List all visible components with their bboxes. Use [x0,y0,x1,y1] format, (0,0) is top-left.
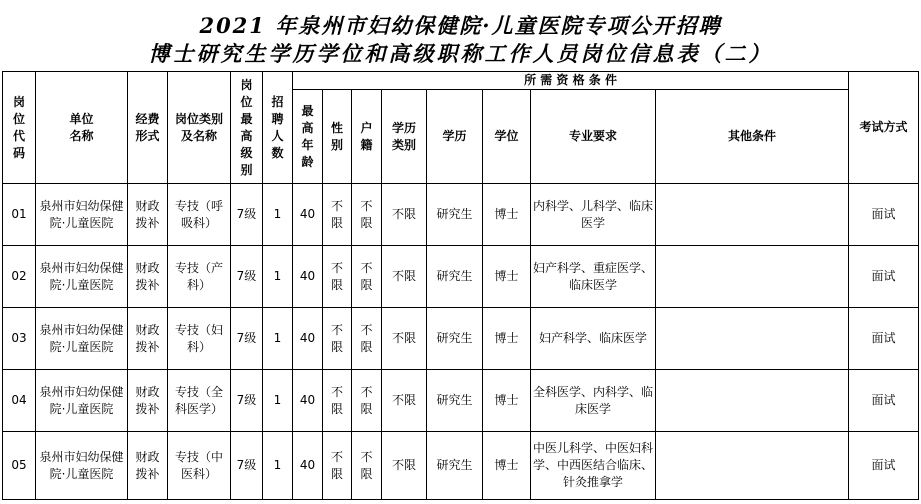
cell-post [168,184,231,246]
cell-unit: 泉州市妇幼保健院·儿童医院 [36,184,128,246]
cell-hukou [352,370,382,432]
cell-level: 7级 [231,308,263,370]
header-degree: 学位 [483,90,531,184]
cell-unit: 泉州市妇幼保健院·儿童医院 [36,370,128,432]
cell-degree: 博士 [483,308,531,370]
header-edu-type [382,90,427,184]
cell-edu-type: 不限 [382,246,427,308]
cell-edu-type: 不限 [382,432,427,500]
cell-num: 1 [263,308,293,370]
header-gender [323,90,352,184]
cell-gender-text: 不限 [330,322,343,354]
cell-num: 1 [263,246,293,308]
cell-edu-type: 不限 [382,308,427,370]
cell-age: 40 [293,184,323,246]
cell-degree: 博士 [483,184,531,246]
cell-post-text: 专技（产科） [174,260,223,292]
cell-hukou-text: 不限 [360,384,373,416]
cell-post-text: 专技（中医科） [174,449,223,481]
header-qualifications: 所 需 资 格 条 件 [293,72,849,90]
cell-funding [128,370,168,432]
header-other: 其他条件 [656,90,849,184]
cell-exam: 面试 [849,432,919,500]
table-row [3,370,919,432]
header-post-type [168,72,231,184]
cell-degree: 博士 [483,370,531,432]
cell-hukou-text: 不限 [360,198,373,230]
cell-post-text: 专技（全科医学） [174,384,223,416]
cell-degree: 博士 [483,432,531,500]
cell-education: 研究生 [427,246,483,308]
cell-hukou [352,246,382,308]
cell-age: 40 [293,432,323,500]
cell-hukou [352,184,382,246]
header-exam: 考试方式 [849,72,919,184]
cell-funding-text: 财政拨补 [135,198,160,230]
header-unit-name-text: 单位名称 [69,111,94,143]
cell-code: 03 [3,308,36,370]
cell-major: 内科学、儿科学、临床医学 [531,184,656,246]
table-row [3,308,919,370]
cell-funding [128,246,168,308]
header-hukou [352,90,382,184]
header-funding [128,72,168,184]
cell-funding-text: 财政拨补 [135,322,160,354]
cell-post [168,246,231,308]
cell-num: 1 [263,370,293,432]
header-recruit-num-text: 招聘人数 [271,94,284,160]
cell-gender [323,370,352,432]
cell-hukou [352,308,382,370]
header-max-age [293,90,323,184]
header-max-level [231,72,263,184]
header-max-level-text: 岗位最高级别 [240,77,253,177]
header-education: 学历 [427,90,483,184]
cell-code: 01 [3,184,36,246]
header-unit-name [36,72,128,184]
header-hukou-text: 户籍 [360,120,373,152]
cell-funding [128,184,168,246]
cell-exam: 面试 [849,246,919,308]
cell-code: 05 [3,432,36,500]
cell-education: 研究生 [427,184,483,246]
cell-funding-text: 财政拨补 [135,449,160,481]
cell-gender [323,184,352,246]
table-row [3,184,919,246]
cell-funding-text: 财政拨补 [135,260,160,292]
header-major: 专业要求 [531,90,656,184]
cell-hukou-text: 不限 [360,449,373,481]
header-gender-text: 性别 [330,120,343,152]
cell-funding [128,432,168,500]
cell-unit: 泉州市妇幼保健院·儿童医院 [36,308,128,370]
header-post-code-text: 岗位代码 [12,94,25,160]
cell-level: 7级 [231,246,263,308]
cell-gender-text: 不限 [330,198,343,230]
cell-other [656,432,849,500]
header-recruit-num [263,72,293,184]
cell-major: 妇产科学、重症医学、临床医学 [531,246,656,308]
cell-code: 02 [3,246,36,308]
cell-other [656,184,849,246]
cell-exam: 面试 [849,308,919,370]
table-row [3,246,919,308]
cell-hukou-text: 不限 [360,260,373,292]
table-row [3,432,919,500]
cell-gender-text: 不限 [330,260,343,292]
cell-education: 研究生 [427,370,483,432]
cell-num: 1 [263,432,293,500]
cell-edu-type: 不限 [382,184,427,246]
cell-level: 7级 [231,432,263,500]
cell-funding-text: 财政拨补 [135,384,160,416]
cell-edu-type: 不限 [382,370,427,432]
header-post-type-text: 岗位类别及名称 [174,111,223,143]
header-edu-type-text: 学历类别 [391,120,416,152]
cell-num: 1 [263,184,293,246]
cell-hukou-text: 不限 [360,322,373,354]
cell-gender-text: 不限 [330,449,343,481]
cell-other [656,370,849,432]
document-title-line-2: 博士研究生学历学位和高级职称工作人员岗位信息表（二） [148,41,773,66]
cell-post-text: 专技（呼吸科） [174,198,223,230]
cell-unit: 泉州市妇幼保健院·儿童医院 [36,246,128,308]
header-post-code [3,72,36,184]
cell-other [656,246,849,308]
cell-other [656,308,849,370]
cell-age: 40 [293,370,323,432]
cell-age: 40 [293,308,323,370]
cell-funding [128,308,168,370]
cell-major: 妇产科学、临床医学 [531,308,656,370]
cell-unit: 泉州市妇幼保健院·儿童医院 [36,432,128,500]
cell-level: 7级 [231,184,263,246]
header-max-age-text: 最高年龄 [301,103,314,169]
cell-post-text: 专技（妇科） [174,322,223,354]
job-info-table [2,71,919,500]
cell-major: 全科医学、内科学、临床医学 [531,370,656,432]
cell-gender-text: 不限 [330,384,343,416]
cell-post [168,308,231,370]
header-funding-text: 经费形式 [135,111,160,143]
cell-gender [323,308,352,370]
cell-education: 研究生 [427,308,483,370]
cell-level: 7级 [231,370,263,432]
cell-exam: 面试 [849,184,919,246]
cell-hukou [352,432,382,500]
cell-age: 40 [293,246,323,308]
cell-education: 研究生 [427,432,483,500]
cell-code: 04 [3,370,36,432]
cell-gender [323,432,352,500]
cell-post [168,432,231,500]
cell-degree: 博士 [483,246,531,308]
document-title-line-1: 2021 年泉州市妇幼保健院·儿童医院专项公开招聘 [199,13,722,38]
cell-major: 中医儿科学、中医妇科学、中西医结合临床、针灸推拿学 [531,432,656,500]
cell-gender [323,246,352,308]
cell-post [168,370,231,432]
cell-exam: 面试 [849,370,919,432]
